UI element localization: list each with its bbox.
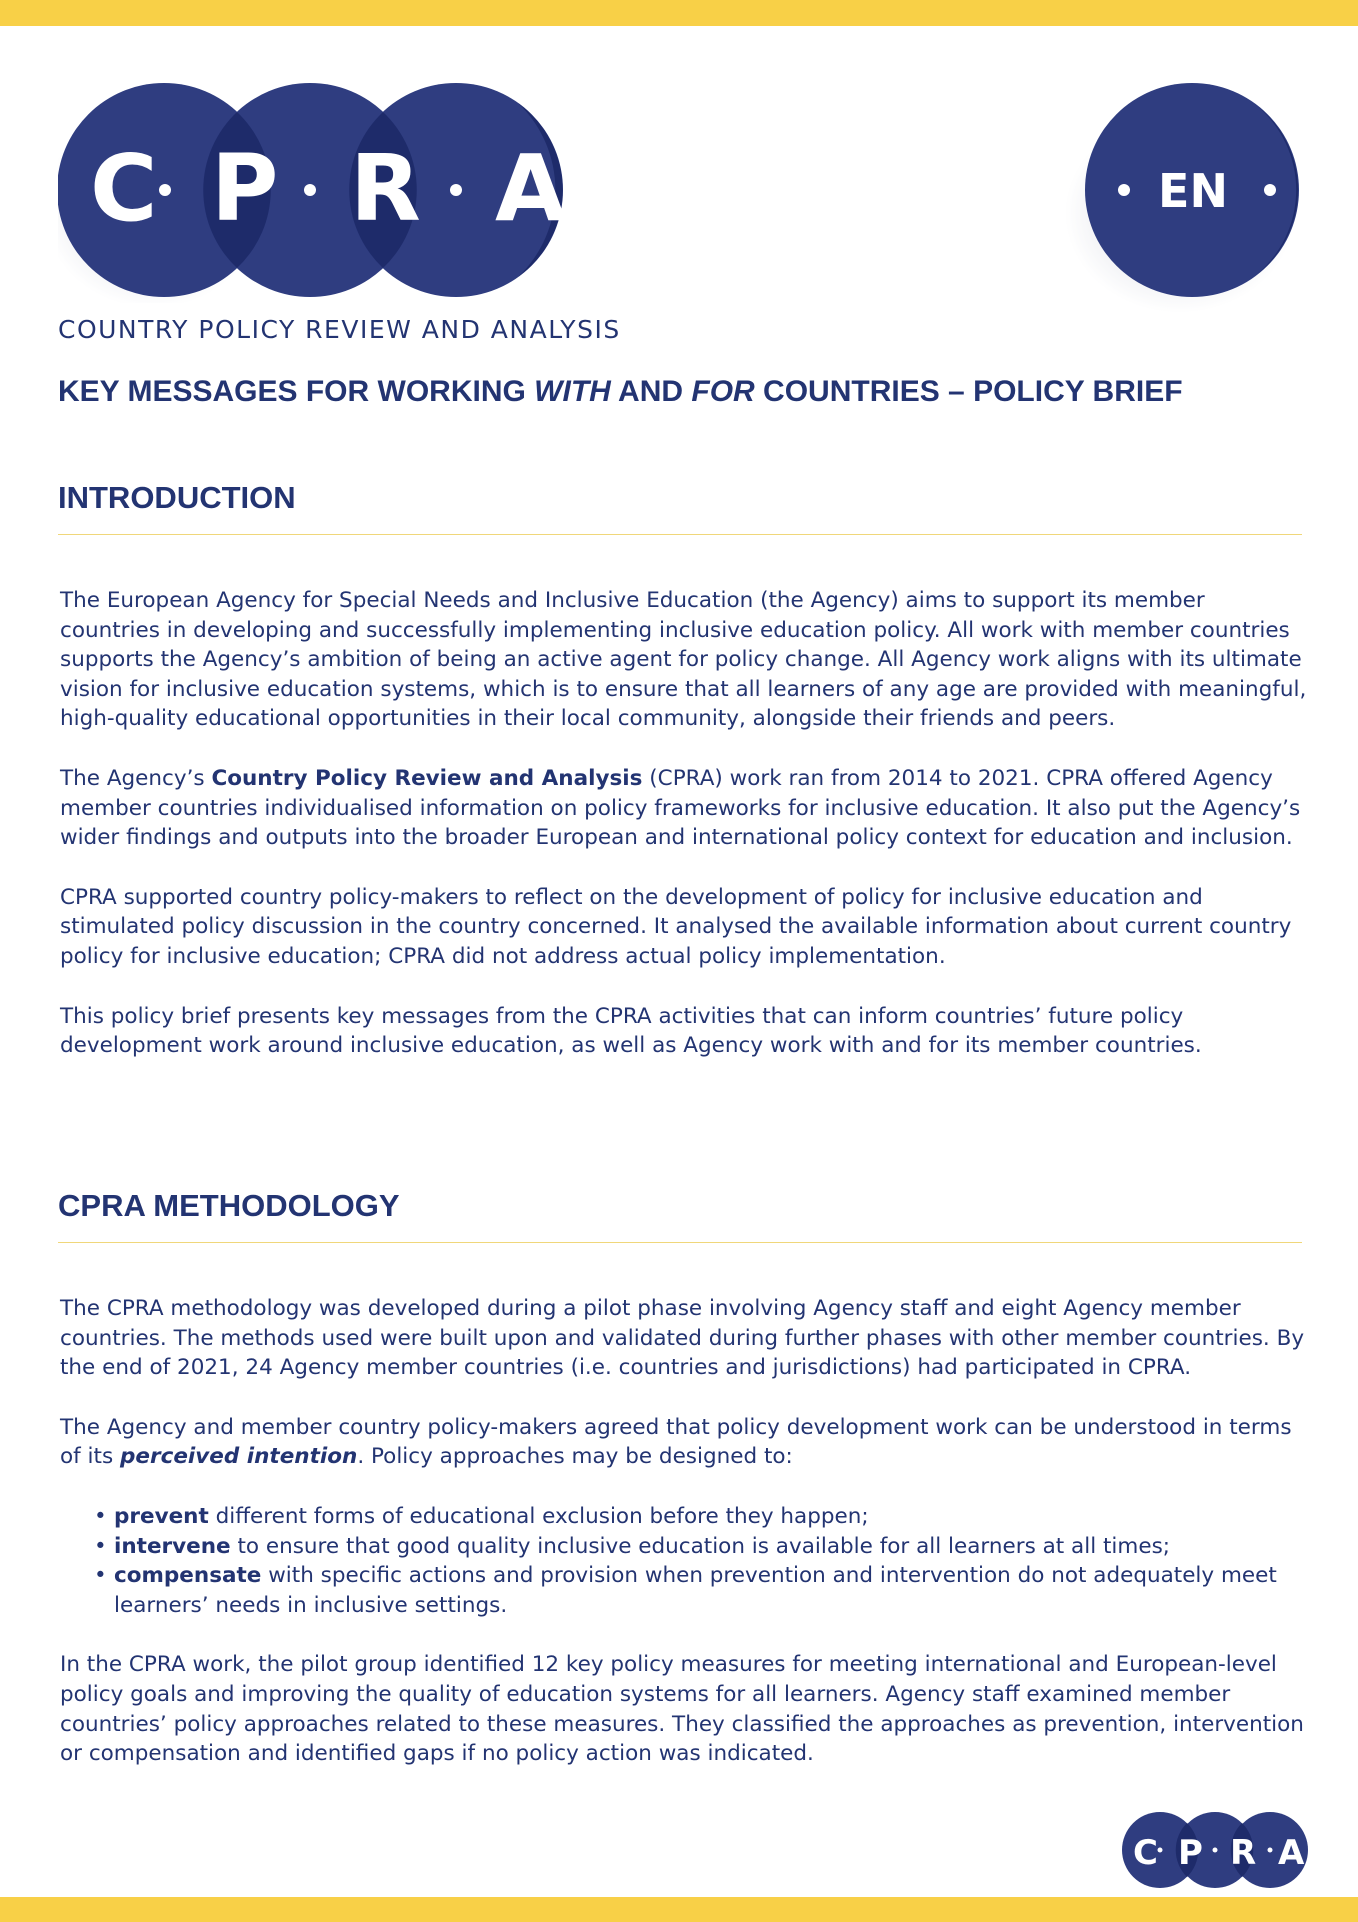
methodology-paragraph-3: In the CPRA work, the pilot group identified 12 key policy measures for meeting international and European-level policy goals and improving the quality of education systems for all learners. Agency staff examined member countries’ policy approaches related to these measures. They classified the approaches as prevention, intervention or compensation and identified gaps if no policy action was indicated. (60, 1652, 1304, 1767)
introduction-paragraph-1: The European Agency for Special Needs and Inclusive Education (the Agency) aims to support its member countries in developing and successfully implementing inclusive education policy. All work with member countries supports the Agency’s ambition of being an active agent for policy change. All Agency work aligns with its ultimate vision for inclusive education systems, which is to ensure that all learners of any age are provided with meaningful, high-quality educational opportunities in their local community, alongside their friends and peers. (60, 588, 1307, 732)
list-item: • compensate with specific actions and provision when prevention and intervention do not adequately meet learners’ needs in inclusive settings. (94, 1563, 1277, 1618)
logo-letter-a: A (495, 135, 567, 242)
top-yellow-band (0, 0, 1358, 26)
logo-dot-2 (304, 184, 316, 196)
logo-dot-3 (450, 184, 462, 196)
footer-logo-letter-r: R (1230, 1833, 1257, 1873)
intention-list (60, 1502, 1310, 1620)
document-title: KEY MESSAGES FOR WORKING WITH AND FOR COUNTRIES – POLICY BRIEF (58, 375, 1183, 408)
footer-logo-letter-a: A (1278, 1833, 1305, 1873)
badge-dot-right (1264, 184, 1276, 196)
logo-letter-p: P (211, 135, 279, 242)
badge-dot-left (1118, 184, 1130, 196)
bottom-yellow-band (0, 1897, 1358, 1922)
introduction-rule (58, 534, 1302, 535)
list-item: • intervene to ensure that good quality inclusive education is available for all learners at all times; (94, 1533, 1171, 1559)
logo-letter-r: R (350, 135, 421, 242)
language-code: EN (1158, 164, 1228, 218)
methodology-rule (58, 1242, 1302, 1243)
introduction-paragraph-2: The Agency’s Country Policy Review and Analysis (CPRA) work ran from 2014 to 2021. CPRA offered Agency member countries individualised information on policy frameworks for inclusive education. It also put the Agency’s wider findings and outputs into the broader European and international policy context for education and inclusion. (60, 765, 1301, 851)
methodology-paragraph-2: The Agency and member country policy-makers agreed that policy development work can be understood in terms of its perceived intention. Policy approaches may be designed to: (60, 1414, 1292, 1470)
logo-letter-c: C (90, 135, 158, 242)
language-badge (1060, 83, 1300, 313)
introduction-paragraph-3: CPRA supported country policy-makers to reflect on the development of policy for inclusive education and stimulated policy discussion in the country concerned. It analysed the available information about current country policy for inclusive education; CPRA did not address actual policy implementation. (60, 884, 1292, 969)
methodology-heading: CPRA METHODOLOGY (58, 1188, 400, 1223)
logo-dot-1 (159, 184, 171, 196)
list-item: • prevent different forms of educational exclusion before they happen; (94, 1503, 869, 1529)
cpra-logo (58, 83, 568, 303)
footer-logo-letter-c: C (1133, 1833, 1158, 1873)
logo-caption: COUNTRY POLICY REVIEW AND ANALYSIS (58, 315, 621, 344)
introduction-heading: INTRODUCTION (58, 480, 296, 515)
methodology-paragraph-1: The CPRA methodology was developed during a pilot phase involving Agency staff and eight Agency member countries. The methods used were built upon and validated during further phases with other member countries. By the end of 2021, 24 Agency member countries (i.e. countries and jurisdictions) had participated in CPRA. (60, 1296, 1305, 1381)
introduction-body (60, 586, 1310, 1091)
footer-logo-letter-p: P (1178, 1833, 1203, 1873)
cpra-footer-logo (1120, 1810, 1310, 1890)
introduction-paragraph-4: This policy brief presents key messages from the CPRA activities that can inform countries’ future policy development work around inclusive education, as well as Agency work with and for its member countries. (60, 1003, 1202, 1059)
methodology-body (60, 1294, 1310, 1799)
